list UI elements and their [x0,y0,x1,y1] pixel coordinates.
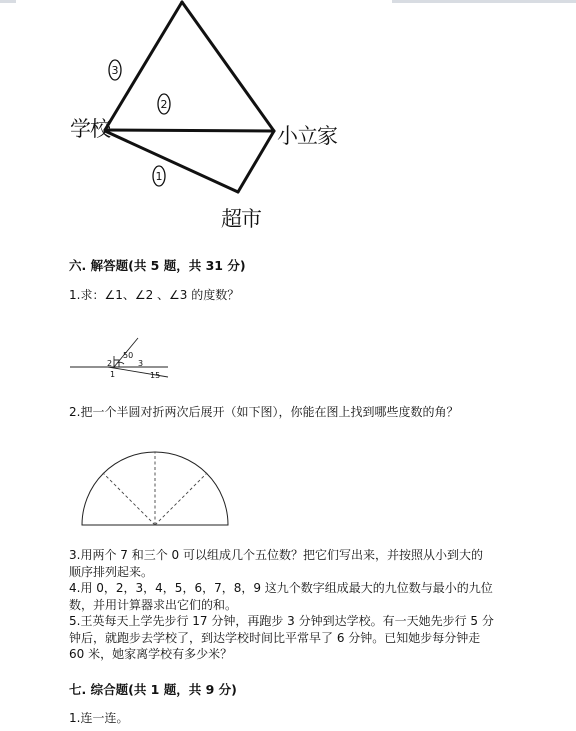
route-3-right-edge [182,2,274,131]
label-home: 小立家 [277,124,337,148]
question-6-3 [69,547,529,580]
question-6-4-line-2: 数，并用计算器求出它们的和。 [69,597,238,612]
route-1-left-edge [105,131,238,192]
label-market: 超市 [221,207,261,231]
route-3-label: 3 [111,64,119,77]
route-2-label: 2 [160,98,168,111]
question-6-3-line-2: 顺序排列起来。 [69,564,154,579]
angle-arc [117,362,124,364]
fold-line-right [155,473,207,525]
top-strip-left [0,0,16,3]
question-6-5-line-1: 5.王英每天上学先步行 17 分钟，再跑步 3 分钟到达学校。有一天她先步行 5 分 [69,614,494,628]
question-6-3-line-1: 3.用两个 7 和三个 0 可以组成几个五位数？把它们写出来，并按照从小到大的 [69,548,483,562]
question-6-2: 2.把一个半圆对折两次后展开（如下图），你能在图上找到哪些度数的角？ [69,405,459,419]
section-7-title: 七. 综合题(共 1 题，共 9 分) [69,682,237,697]
angle-label-1: 1 [110,370,116,379]
semicircle-diagram [78,446,234,532]
question-6-5-line-2: 钟后，就跑步去学校了，到达学校时间比平常早了 6 分钟。已知她步每分钟走 [69,630,481,645]
question-6-5 [69,613,529,663]
question-6-4 [69,580,529,613]
angle-label-50: 50 [123,351,134,360]
question-6-5-line-3: 60 米，她家离学校有多少米？ [69,647,233,661]
question-6-4-line-1: 4.用 0，2，3，4，5，6，7，8，9 这九个数字组成最大的九位数与最小的九位 [69,581,493,595]
route-1-right-edge [238,131,274,192]
question-7-1: 1.连一连。 [69,711,129,725]
angle-label-15: 15 [150,371,161,380]
route-2-line [105,130,274,131]
top-strip-right [392,0,576,3]
section-6-title: 六. 解答题(共 5 题，共 31 分) [69,258,246,273]
angle-label-2: 2 [107,359,113,368]
label-school: 学校 [70,117,110,141]
fold-line-left [103,473,155,525]
question-6-1: 1.求：∠1、∠2 、∠3 的度数？ [69,288,240,302]
route-1-label: 1 [155,170,163,183]
angle-label-3: 3 [138,359,144,368]
angle-diagram [70,333,180,388]
